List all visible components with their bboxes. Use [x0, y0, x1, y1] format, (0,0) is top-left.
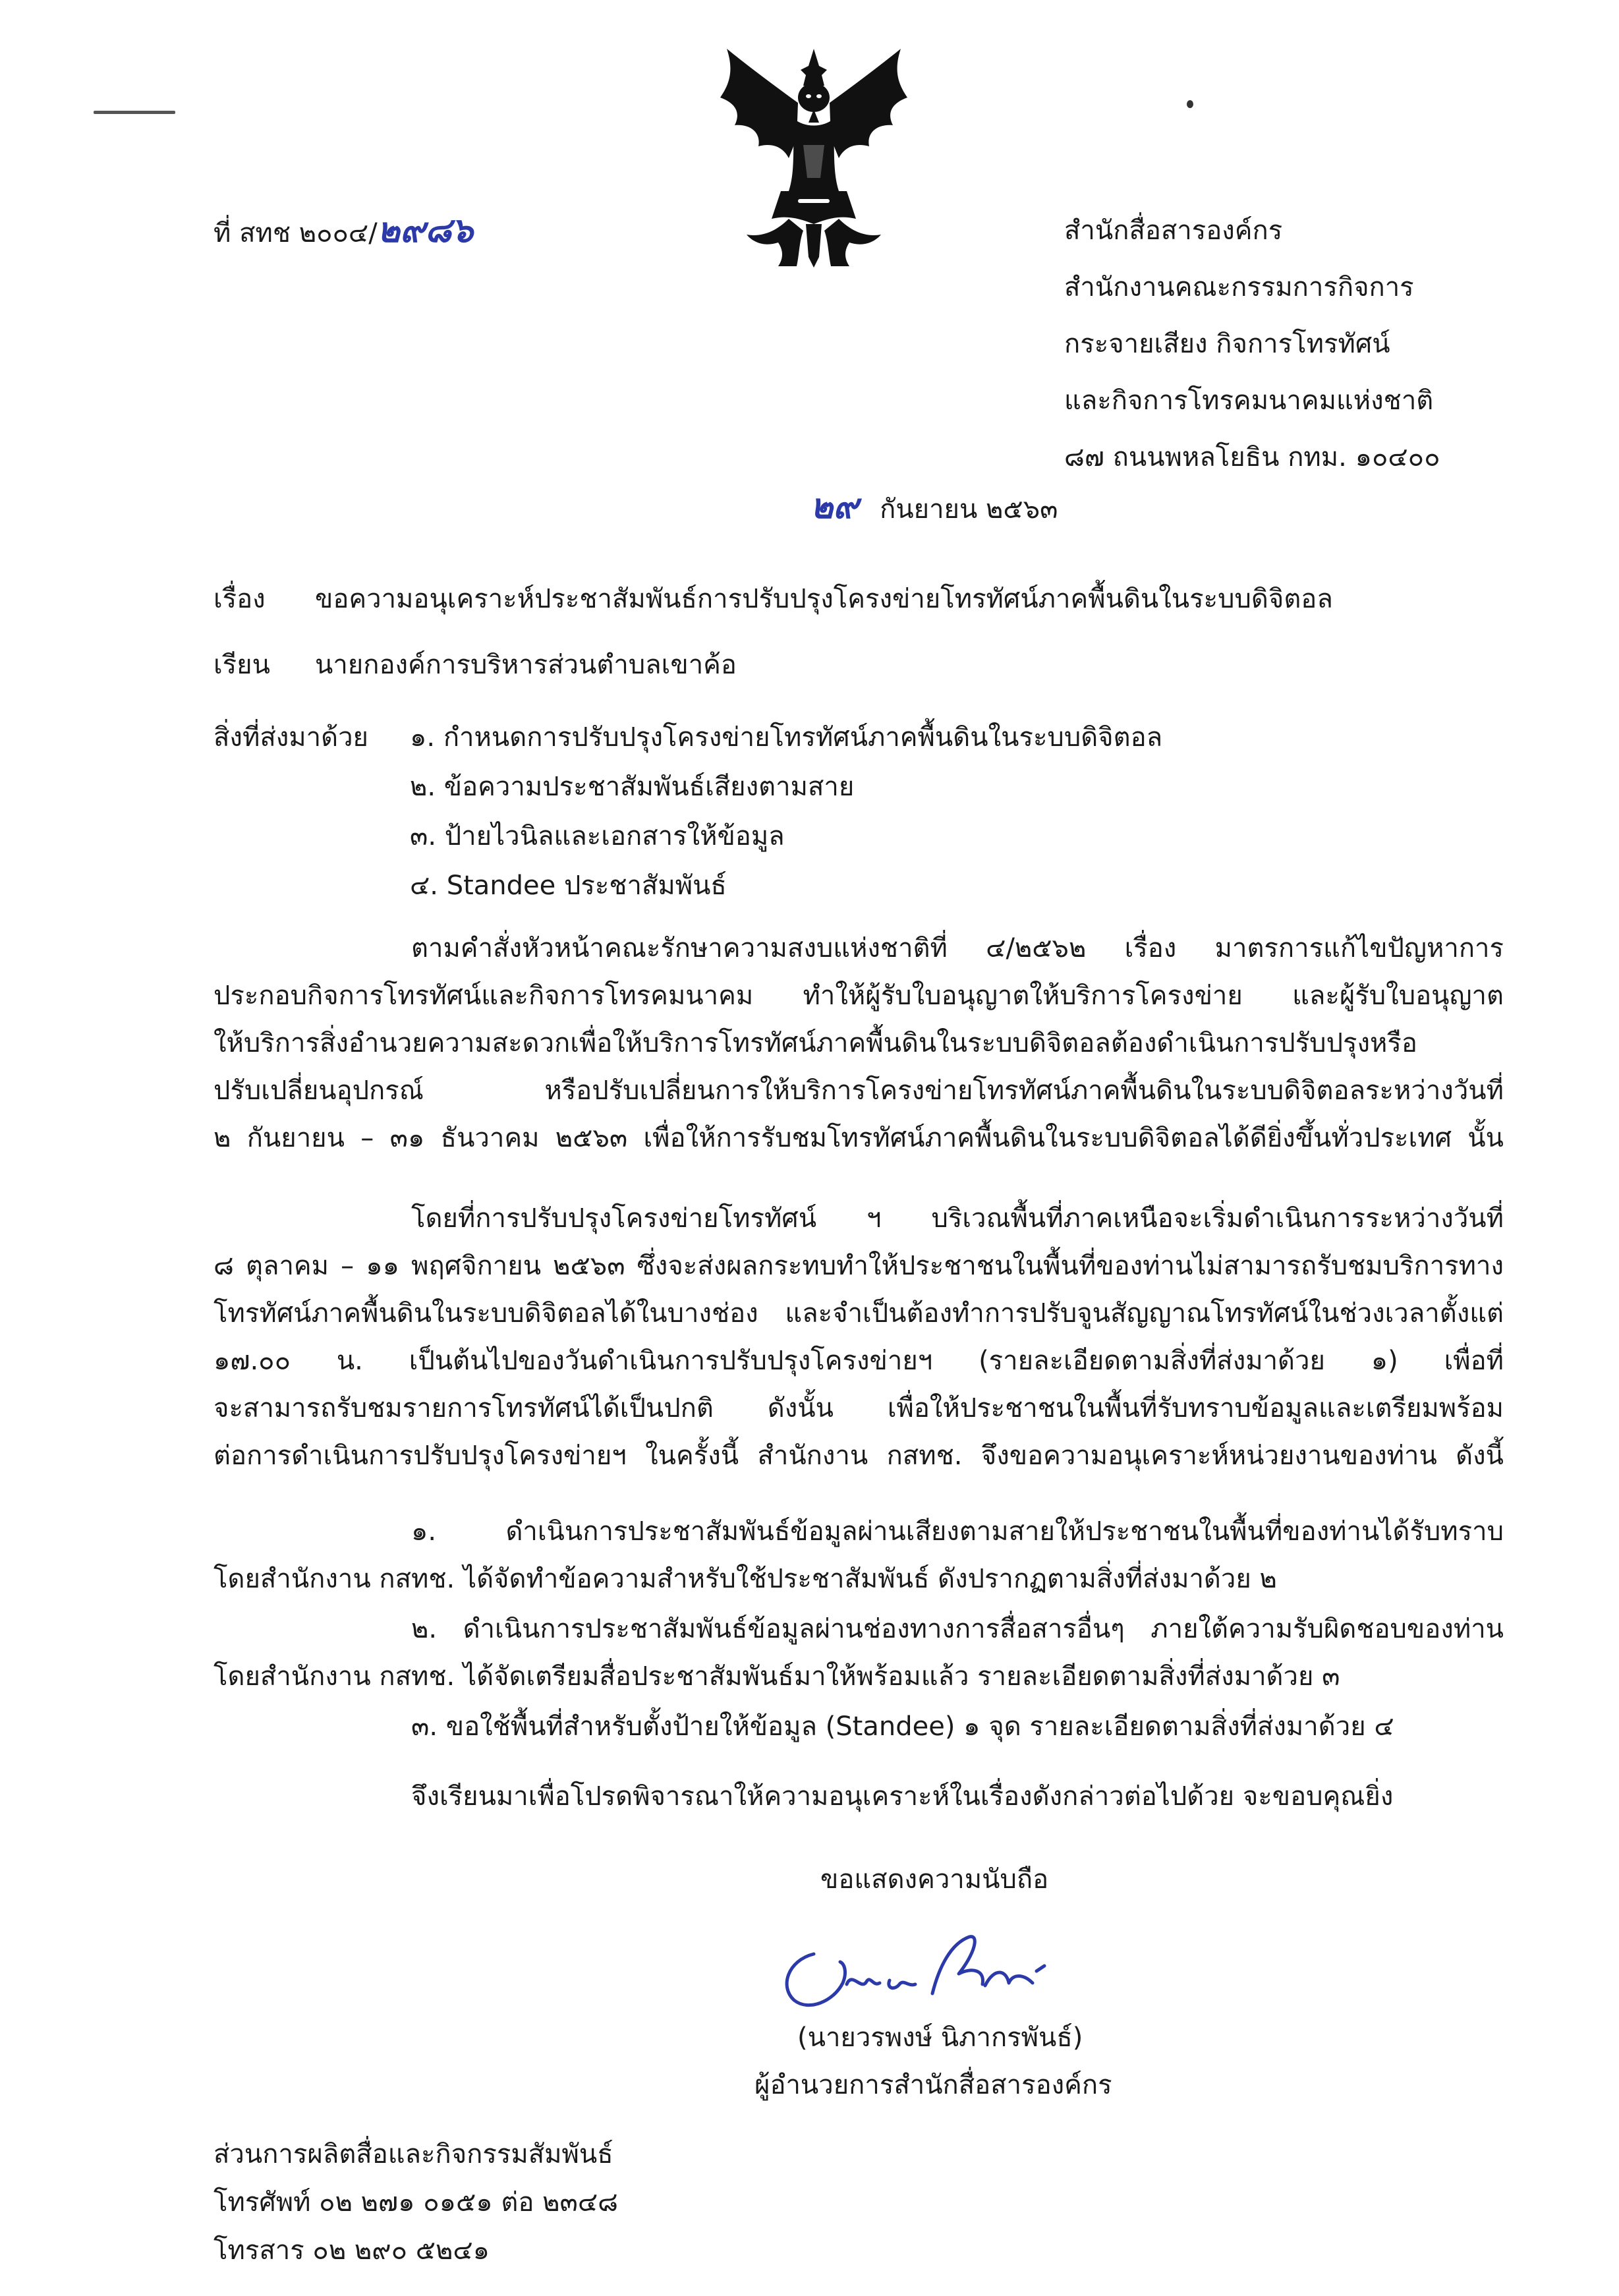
attachments-label: สิ่งที่ส่งมาด้วย — [213, 722, 368, 753]
subject-text: ขอความอนุเคราะห์ประชาสัมพันธ์การปรับปรุงโครงข่ายโทรทัศน์ภาคพื้นดินในระบบดิจิตอล — [315, 584, 1333, 614]
paragraph-line: จะสามารถรับชมรายการโทรทัศน์ได้เป็นปกติ ดังนั้น เพื่อให้ประชาชนในพื้นที่รับทราบข้อมูลและเตรียมพร้อม — [213, 1393, 1504, 1423]
request-item-3: ๓. ขอใช้พื้นที่สำหรับตั้งป้ายให้ข้อมูล (Standee) ๑ จุด รายละเอียดตามสิ่งที่ส่งมาด้วย ๔ — [411, 1711, 1394, 1742]
paragraph-line: โดยสำนักงาน กสทช. ได้จัดเตรียมสื่อประชาสัมพันธ์มาให้พร้อมแล้ว รายละเอียดตามสิ่งที่ส่งมาด้วย ๓ — [213, 1661, 1340, 1692]
attachment-item: ๑. กำหนดการปรับปรุงโครงข่ายโทรทัศน์ภาคพื้นดินในระบบดิจิตอล — [410, 722, 1163, 753]
reference-handwritten: ๒๙๘๖ — [377, 210, 474, 250]
letter-date — [810, 486, 1058, 527]
paragraph-line: โทรทัศน์ภาคพื้นดินในระบบดิจิตอลได้ในบางช่อง และจำเป็นต้องทำการปรับจูนสัญญาณโทรทัศน์ในช่วงเวลาตั้งแต่ — [213, 1298, 1504, 1329]
attachment-item: ๔. Standee ประชาสัมพันธ์ — [410, 871, 727, 901]
footer-phone: โทรศัพท์ ๐๒ ๒๗๑ ๐๑๕๑ ต่อ ๒๓๔๘ — [213, 2187, 618, 2218]
recipient-text: นายกองค์การบริหารส่วนตำบลเขาค้อ — [315, 650, 737, 680]
sender-line: สำนักงานคณะกรรมการกิจการ — [1064, 272, 1414, 302]
signatory-name: (นายวรพงษ์ นิภากรพันธ์) — [797, 2023, 1083, 2053]
request-item-1 — [213, 1516, 1504, 1595]
paragraph-line: ต่อการดำเนินการปรับปรุงโครงข่ายฯ ในครั้งนี้ สำนักงาน กสทช. จึงขอความอนุเคราะห์หน่วยงานของท่าน ดังนี้ — [213, 1441, 1504, 1471]
sender-line: กระจายเสียง กิจการโทรทัศน์ — [1064, 329, 1390, 359]
body-paragraph-2 — [213, 1203, 1504, 1472]
paragraph-line: ๘ ตุลาคม – ๑๑ พฤศจิกายน ๒๕๖๓ ซึ่งจะส่งผลกระทบทำให้ประชาชนในพื้นที่ของท่านไม่สามารถรับชมบริการทาง — [213, 1251, 1504, 1281]
paragraph-line: ตามคำสั่งหัวหน้าคณะรักษาความสงบแห่งชาติที่ ๔/๒๕๖๒ เรื่อง มาตรการแก้ไขปัญหาการ — [411, 933, 1504, 963]
request-item-2 — [213, 1613, 1504, 1692]
ink-speck — [1187, 100, 1193, 108]
date-day-handwritten: ๒๙ — [810, 486, 859, 527]
handwritten-signature — [774, 1928, 1143, 2033]
paragraph-line: โดยที่การปรับปรุงโครงข่ายโทรทัศน์ ฯ บริเวณพื้นที่ภาคเหนือจะเริ่มดำเนินการระหว่างวันที่ — [411, 1203, 1504, 1234]
margin-mark — [94, 111, 175, 114]
reference-number — [213, 210, 474, 250]
subject-label: เรื่อง — [213, 584, 266, 614]
paragraph-line: ประกอบกิจการโทรทัศน์และกิจการโทรคมนาคม ทำให้ผู้รับใบอนุญาตให้บริการโครงข่าย และผู้รับใบอนุญาต — [213, 981, 1504, 1011]
paragraph-line: โดยสำนักงาน กสทช. ได้จัดทำข้อความสำหรับใช้ประชาสัมพันธ์ ดังปรากฏตามสิ่งที่ส่งมาด้วย ๒ — [213, 1564, 1277, 1594]
paragraph-line: ๑๗.๐๐ น. เป็นต้นไปของวันดำเนินการปรับปรุงโครงข่ายฯ (รายละเอียดตามสิ่งที่ส่งมาด้วย ๑) เพื่อที่ — [213, 1346, 1504, 1376]
reference-prefix: ที่ สทช ๒๐๐๔/ — [213, 218, 378, 248]
paragraph-line: ปรับเปลี่ยนอุปกรณ์ หรือปรับเปลี่ยนการให้บริการโครงข่ายโทรทัศน์ภาคพื้นดินในระบบดิจิตอลระหว่างวันที่ — [213, 1076, 1504, 1106]
paragraph-line: ๒. ดำเนินการประชาสัมพันธ์ข้อมูลผ่านช่องทางการสื่อสารอื่นๆ ภายใต้ความรับผิดชอบของท่าน — [411, 1614, 1504, 1644]
sender-line: ๘๗ ถนนพหลโยธิน กทม. ๑๐๔๐๐ — [1064, 442, 1440, 473]
attachment-item: ๓. ป้ายไวนิลและเอกสารให้ข้อมูล — [410, 821, 785, 851]
signatory-position: ผู้อำนวยการสำนักสื่อสารองค์กร — [754, 2070, 1112, 2100]
salutation: ขอแสดงความนับถือ — [820, 1864, 1049, 1895]
closing-sentence: จึงเรียนมาเพื่อโปรดพิจารณาให้ความอนุเคราะห์ในเรื่องดังกล่าวต่อไปด้วย จะขอบคุณยิ่ง — [411, 1781, 1394, 1812]
sender-line: สำนักสื่อสารองค์กร — [1064, 215, 1283, 246]
garuda-emblem-icon — [715, 46, 913, 270]
date-month-year: กันยายน ๒๕๖๓ — [880, 494, 1058, 525]
body-paragraph-1 — [213, 933, 1504, 1154]
footer-fax: โทรสาร ๐๒ ๒๙๐ ๕๒๔๑ — [213, 2235, 490, 2266]
paragraph-line: ให้บริการสิ่งอำนวยความสะดวกเพื่อให้บริการโทรทัศน์ภาคพื้นดินในระบบดิจิตอลต้องดำเนินการปรับปรุงหรือ — [213, 1028, 1417, 1058]
sender-address — [1064, 215, 1440, 473]
paragraph-line: ๒ กันยายน – ๓๑ ธันวาคม ๒๕๖๓ เพื่อให้การรับชมโทรทัศน์ภาคพื้นดินในระบบดิจิตอลได้ดียิ่งขึ้นทั่วประเทศ นั้น — [213, 1123, 1504, 1153]
footer-department: ส่วนการผลิตสื่อและกิจกรรมสัมพันธ์ — [213, 2139, 613, 2169]
attachment-item: ๒. ข้อความประชาสัมพันธ์เสียงตามสาย — [410, 772, 855, 802]
recipient-label: เรียน — [213, 650, 270, 680]
paragraph-line: ๑. ดำเนินการประชาสัมพันธ์ข้อมูลผ่านเสียงตามสายให้ประชาชนในพื้นที่ของท่านได้รับทราบ — [411, 1516, 1504, 1547]
sender-line: และกิจการโทรคมนาคมแห่งชาติ — [1064, 386, 1434, 416]
